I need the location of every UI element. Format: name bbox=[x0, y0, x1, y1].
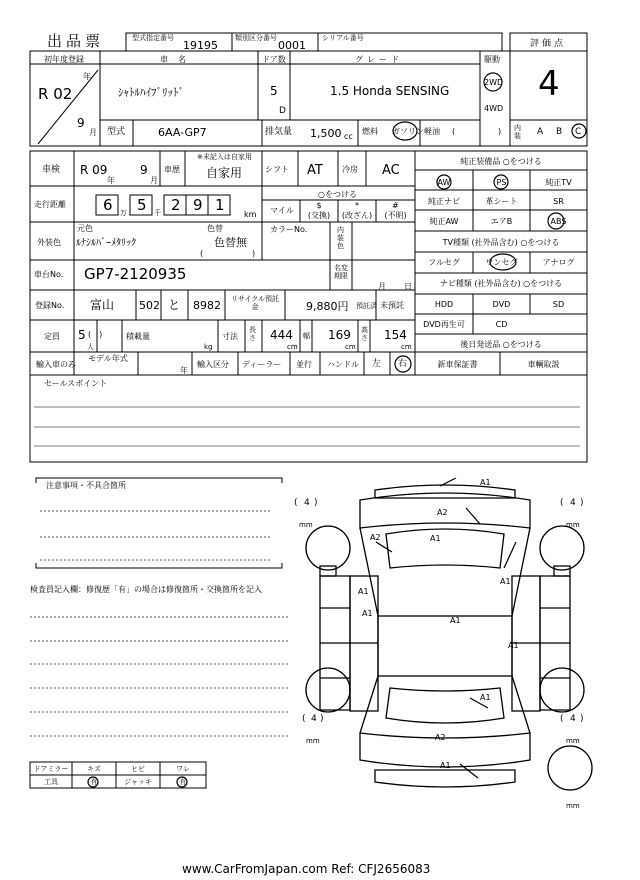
grade: 1.5 Honda SENSING bbox=[330, 84, 450, 98]
tv-type-title: TV種類 (社外品含む) ○をつける bbox=[442, 238, 560, 247]
spare-tire-unit: mm bbox=[566, 802, 580, 810]
navi-type-title: ナビ種類 (社外品含む) ○をつける bbox=[439, 279, 563, 288]
tire-rr-bracket: ( bbox=[560, 714, 564, 724]
hash-sub: (不明) bbox=[384, 211, 407, 220]
height: 154 bbox=[384, 328, 407, 342]
tools-scratch: キズ bbox=[87, 765, 101, 773]
damage-mark-3: A1 bbox=[430, 534, 441, 543]
mileage-digit-3: 9 bbox=[193, 196, 203, 214]
height-cm: cm bbox=[401, 343, 412, 351]
damage-mark-12: A1 bbox=[440, 761, 451, 770]
mileage-man-digit: 6 bbox=[103, 196, 113, 214]
type-label: 型式 bbox=[107, 127, 126, 137]
length-label: 長さ bbox=[249, 326, 256, 342]
model-year-label: モデル年式 bbox=[88, 354, 128, 363]
mileage-digit-1: 5 bbox=[137, 196, 147, 214]
person-unit: 人 bbox=[87, 343, 94, 351]
class-label: 類別区分番号 bbox=[235, 34, 277, 42]
tools-broken: ワレ bbox=[176, 765, 190, 773]
length: 444 bbox=[270, 328, 293, 342]
km-unit: km bbox=[244, 210, 257, 219]
star-option[interactable]: * bbox=[355, 201, 359, 210]
interior-c[interactable]: C bbox=[575, 127, 582, 137]
recycle-paid[interactable]: 預託済 bbox=[356, 302, 377, 310]
tire-fr-bracket-close: ) bbox=[580, 498, 584, 508]
import-type-label: 輸入区分 bbox=[197, 360, 229, 369]
color-label: 外装色 bbox=[37, 238, 61, 247]
handle-left[interactable]: 左 bbox=[372, 359, 382, 369]
width-cm: cm bbox=[345, 343, 356, 351]
serial-label: シリアル番号 bbox=[322, 34, 364, 42]
mileage-label: 走行距離 bbox=[34, 200, 66, 209]
history-label: 車歴 bbox=[164, 165, 180, 174]
reg-kana: と bbox=[168, 298, 181, 312]
tire-rl-value: 4 bbox=[311, 714, 317, 724]
history: 自家用 bbox=[206, 166, 243, 180]
star-sub: (改ざん) bbox=[341, 211, 373, 220]
shaken-month: 9 bbox=[140, 163, 148, 177]
repaint-bracket-close: ) bbox=[252, 249, 256, 258]
light-oil-bracket: ( bbox=[452, 127, 456, 136]
tire-fl-bracket-close: ) bbox=[314, 498, 318, 508]
jack-value: 有 bbox=[179, 778, 187, 786]
tire-fl-value: 4 bbox=[304, 498, 310, 508]
grade-label: グレード bbox=[355, 55, 403, 64]
car-name: ｼｬﾄﾙﾊｲﾌﾞﾘｯﾄﾞ bbox=[118, 86, 184, 99]
equip-airbag[interactable]: エアB bbox=[490, 217, 513, 226]
recycle-unpaid[interactable]: 未預託 bbox=[380, 301, 404, 310]
history-note: ※未記入は自家用 bbox=[197, 153, 252, 161]
equip-aw[interactable]: AW bbox=[437, 178, 451, 187]
dims-label: 寸法 bbox=[222, 332, 238, 341]
import-parallel[interactable]: 並行 bbox=[296, 360, 312, 369]
mileage-digit-2: 2 bbox=[171, 196, 181, 214]
jack-label: ジャッキ bbox=[124, 778, 152, 786]
equip-sunroof[interactable]: SR bbox=[553, 197, 564, 206]
capacity: 5 bbox=[78, 328, 86, 342]
interior-b[interactable]: B bbox=[556, 127, 563, 137]
sheet-title: 出品票 bbox=[47, 32, 105, 50]
tire-fl-unit: mm bbox=[299, 521, 313, 529]
handle-label: ハンドル bbox=[327, 360, 359, 369]
capacity-bracket: ( ) bbox=[88, 330, 103, 339]
shaken-year-unit: 年 bbox=[107, 176, 115, 185]
tire-rr-unit: mm bbox=[566, 737, 580, 745]
chassis: GP7-2120935 bbox=[84, 265, 187, 283]
first-reg-era: R 02 bbox=[38, 85, 73, 103]
navi-cd[interactable]: CD bbox=[495, 320, 508, 329]
hash-option[interactable]: # bbox=[392, 201, 399, 210]
navi-sd[interactable]: SD bbox=[552, 300, 565, 309]
navi-hdd[interactable]: HDD bbox=[434, 300, 454, 309]
displacement-label: 排気量 bbox=[265, 127, 293, 137]
damage-mark-2: A2 bbox=[437, 508, 448, 517]
doors: 5 bbox=[270, 84, 278, 98]
tools-door-mirror: ドアミラー bbox=[33, 765, 69, 773]
recycle-amount: 9,880円 bbox=[306, 300, 349, 313]
length-cm: cm bbox=[287, 343, 298, 351]
tv-fullseg[interactable]: フルセグ bbox=[428, 258, 460, 267]
repaint: 色替無 bbox=[214, 236, 247, 249]
equip-leather-seat[interactable]: 革シート bbox=[485, 197, 518, 206]
car-name-label: 車名 bbox=[160, 55, 196, 64]
fuel-gasoline[interactable]: ガソリン bbox=[392, 127, 424, 136]
model-code: 6AA-GP7 bbox=[158, 126, 207, 139]
model-cert-label: 型式指定番号 bbox=[132, 34, 174, 42]
year-unit: 年 bbox=[83, 72, 91, 81]
import-dealer[interactable]: ディーラー bbox=[242, 360, 282, 369]
damage-mark-8: A1 bbox=[508, 641, 519, 650]
month-unit: 月 bbox=[89, 128, 97, 137]
tire-rl-bracket: ( bbox=[302, 714, 306, 724]
drive-4wd[interactable]: 4WD bbox=[484, 104, 504, 113]
damage-mark-9: A1 bbox=[450, 616, 461, 625]
name-change-label: 名変期限 bbox=[334, 264, 348, 280]
name-change-day: 日 bbox=[404, 282, 412, 291]
grade-score: 4 bbox=[538, 64, 560, 104]
first-reg-label: 初年度登録 bbox=[44, 55, 84, 64]
load-kg: kg bbox=[204, 343, 213, 351]
sen-unit: 千 bbox=[154, 209, 161, 217]
width-label: 幅 bbox=[303, 332, 310, 340]
reg-area: 富山 bbox=[90, 298, 115, 312]
height-label: 高さ bbox=[361, 326, 368, 342]
damage-mark-11: A2 bbox=[435, 733, 446, 742]
damage-mark-4: A2 bbox=[370, 533, 381, 542]
first-reg-diagonal bbox=[30, 64, 100, 146]
repaint-label: 色替 bbox=[207, 224, 223, 233]
tire-rl-bracket-close: ) bbox=[320, 714, 324, 724]
name-change-month: 月 bbox=[378, 282, 386, 291]
tire-rl-unit: mm bbox=[306, 737, 320, 745]
damage-mark-6: A1 bbox=[358, 587, 369, 596]
import-label: 輸入車のみ bbox=[36, 360, 76, 369]
shift-label: シフト bbox=[265, 165, 289, 174]
color: ﾙﾅｼﾙﾊﾞｰﾒﾀﾘｯｸ bbox=[76, 238, 136, 249]
model-year-unit: 年 bbox=[180, 366, 188, 375]
damage-mark-1: A1 bbox=[480, 478, 491, 487]
fuel-light-oil[interactable]: 軽油 bbox=[424, 127, 440, 136]
navi-dvd[interactable]: DVD bbox=[492, 300, 511, 309]
ac: AC bbox=[382, 163, 400, 178]
tv-analog[interactable]: アナログ bbox=[542, 258, 575, 267]
shaken-year: R 09 bbox=[80, 163, 108, 177]
sales-point-label: セールスポイント bbox=[44, 379, 108, 388]
equip-ps[interactable]: PS bbox=[496, 178, 507, 187]
navi-dvd-play[interactable]: DVD再生可 bbox=[423, 320, 465, 329]
light-oil-bracket-close: ) bbox=[498, 127, 502, 136]
shaken-month-unit: 月 bbox=[150, 176, 158, 185]
equip-genuine-aw[interactable]: 純正AW bbox=[429, 217, 459, 226]
handle-right[interactable]: 右 bbox=[398, 359, 408, 369]
shift: AT bbox=[307, 163, 323, 178]
notes-label: 注意事項・不具合箇所 bbox=[46, 481, 126, 490]
recycle-label: リサイクル預託金 bbox=[230, 295, 280, 311]
damage-mark-5: A1 bbox=[500, 577, 511, 586]
tire-fr-bracket: ( bbox=[560, 498, 564, 508]
mileage-circle-hint: ○をつける bbox=[318, 190, 357, 199]
tools-label: 工具 bbox=[44, 778, 58, 786]
damage-mark-7: A1 bbox=[362, 609, 373, 618]
orig-color-label: 元色 bbox=[77, 224, 93, 233]
mileage-digit-4: 1 bbox=[215, 196, 225, 214]
tire-fl-bracket: ( bbox=[294, 498, 298, 508]
model-cert-number: 19195 bbox=[183, 39, 218, 52]
equip-genuine-tv[interactable]: 純正TV bbox=[545, 178, 572, 187]
capacity-label: 定員 bbox=[44, 332, 60, 341]
docs-manual[interactable]: 車輌取説 bbox=[527, 360, 560, 369]
fuel-label: 燃料 bbox=[362, 127, 378, 136]
drive-label: 駆動 bbox=[484, 55, 500, 64]
car-diagram bbox=[290, 478, 600, 813]
tire-fr-unit: mm bbox=[566, 521, 580, 529]
repaint-bracket-open: ( bbox=[200, 249, 204, 258]
load-label: 積載量 bbox=[126, 332, 150, 341]
damage-mark-10: A1 bbox=[480, 693, 491, 702]
reg-label: 登録No. bbox=[35, 301, 65, 310]
dollar-sub: (交換) bbox=[307, 211, 331, 220]
width: 169 bbox=[328, 328, 351, 342]
cc-unit: cc bbox=[344, 132, 353, 141]
dollar-option[interactable]: $ bbox=[316, 201, 322, 210]
door-type: D bbox=[279, 106, 286, 116]
chassis-label: 車台No. bbox=[34, 270, 64, 279]
shaken-label: 車検 bbox=[42, 165, 61, 175]
interior-label: 内装 bbox=[514, 124, 521, 140]
reg-class: 502 bbox=[139, 299, 160, 312]
grade-score-label: 評価点 bbox=[530, 39, 567, 49]
equip-genuine-navi[interactable]: 純正ナビ bbox=[428, 197, 460, 206]
ac-label: 冷房 bbox=[342, 165, 358, 174]
interior-a[interactable]: A bbox=[537, 127, 544, 137]
tire-rr-bracket-close: ) bbox=[580, 714, 584, 724]
doors-label: ドア数 bbox=[262, 55, 286, 64]
inspector-label: 検査員記入欄：修復歴「有」の場合は修復箇所・交換箇所を記入 bbox=[30, 585, 262, 594]
interior-color-label: 内装色 bbox=[337, 226, 344, 250]
footer-source: www.CarFromJapan.com Ref: CFJ2656083 bbox=[182, 862, 431, 876]
reg-number: 8982 bbox=[193, 299, 221, 312]
tv-oneseg[interactable]: ワンセグ bbox=[485, 258, 518, 267]
displacement: 1,500 bbox=[310, 127, 342, 140]
docs-title: 後日発送品 ○をつける bbox=[460, 340, 542, 349]
tools-crack: ヒビ bbox=[131, 765, 145, 773]
equip-abs[interactable]: ABS bbox=[550, 217, 567, 226]
man-unit: 万 bbox=[120, 209, 127, 217]
first-reg-month: 9 bbox=[77, 116, 85, 130]
tools-value: 有 bbox=[90, 778, 98, 786]
genuine-equipment-title: 純正装備品 ○をつける bbox=[460, 157, 542, 166]
class-number: 0001 bbox=[278, 39, 306, 52]
docs-warranty[interactable]: 新車保証書 bbox=[437, 360, 478, 369]
drive-2wd[interactable]: 2WD bbox=[484, 78, 504, 87]
mile-option[interactable]: マイル bbox=[270, 206, 294, 215]
color-no-label: カラーNo. bbox=[270, 225, 308, 234]
tire-fr-value: 4 bbox=[570, 498, 576, 508]
tire-rr-value: 4 bbox=[570, 714, 576, 724]
